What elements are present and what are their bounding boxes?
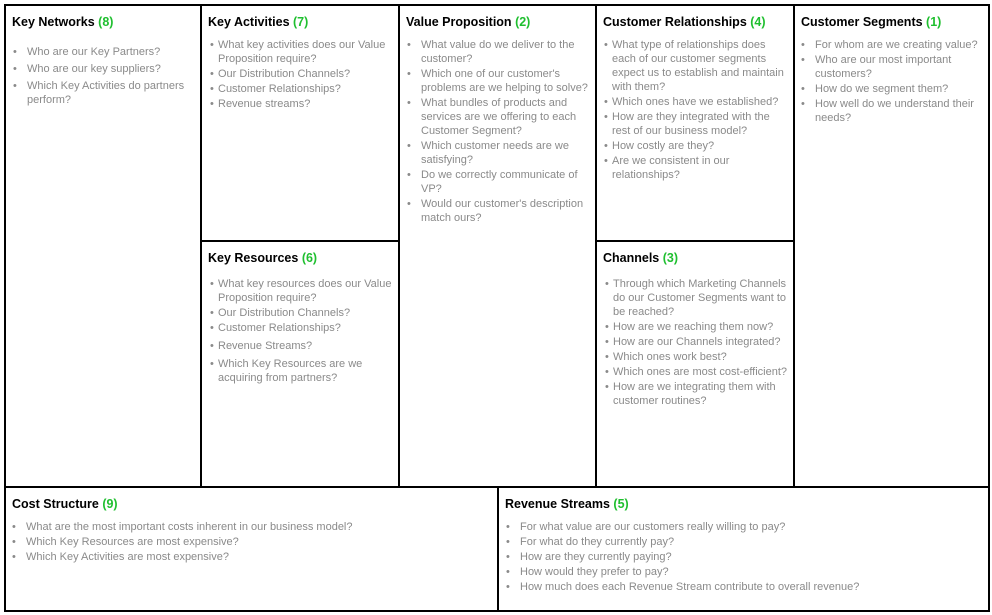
question-item: • Through which Marketing Channels do our Customer Segments want to be reached?	[605, 277, 789, 319]
block-title-text: Channels	[603, 251, 660, 265]
question-item: • Which Key Activities do partners perform?	[13, 79, 196, 107]
question-list	[210, 277, 394, 385]
block-title	[202, 6, 398, 29]
question-list	[13, 45, 196, 107]
block-number: (2)	[515, 15, 531, 29]
block-title-text: Key Resources	[208, 251, 299, 265]
question-item: • Which Key Activities are most expensive?	[12, 550, 493, 564]
question-item: • Our Distribution Channels?	[210, 67, 394, 81]
revenue-streams-block	[497, 486, 990, 612]
question-item: • Revenue Streams?	[210, 339, 394, 353]
customer-segments-block	[793, 4, 990, 488]
question-list	[506, 520, 984, 594]
question-list	[801, 38, 984, 125]
block-number: (1)	[926, 15, 942, 29]
question-item: • How do we segment them?	[801, 82, 984, 96]
block-title	[6, 488, 497, 511]
question-item: • Who are our key suppliers?	[13, 62, 196, 76]
question-list	[12, 520, 493, 564]
question-item: • Revenue streams?	[210, 97, 394, 111]
key-resources-block	[200, 240, 400, 488]
question-item: • For whom are we creating value?	[801, 38, 984, 52]
question-item: • Are we consistent in our relationships?	[604, 154, 789, 182]
block-title-text: Revenue Streams	[505, 497, 610, 511]
question-item: • Which one of our customer's problems are we helping to solve?	[407, 67, 591, 95]
block-title	[795, 6, 988, 29]
block-number: (4)	[750, 15, 766, 29]
question-item: • How are we reaching them now?	[605, 320, 789, 334]
question-item: • How well do we understand their needs?	[801, 97, 984, 125]
question-item: • Which Key Resources are most expensive?	[12, 535, 493, 549]
question-item: • What key activities does our Value Proposition require?	[210, 38, 394, 66]
question-item: • How are our Channels integrated?	[605, 335, 789, 349]
question-item: • How are they integrated with the rest of our business model?	[604, 110, 789, 138]
block-title	[202, 242, 398, 265]
question-item: • What key resources does our Value Proposition require?	[210, 277, 394, 305]
block-title-text: Value Proposition	[406, 15, 512, 29]
block-title	[400, 6, 595, 29]
block-number: (5)	[613, 497, 629, 511]
question-item: • What are the most important costs inherent in our business model?	[12, 520, 493, 534]
question-item: • How costly are they?	[604, 139, 789, 153]
question-list	[604, 38, 789, 182]
block-number: (3)	[662, 251, 679, 265]
question-item: • How are they currently paying?	[506, 550, 984, 564]
block-title	[6, 6, 200, 29]
question-item: • How are we integrating them with customer routines?	[605, 380, 789, 408]
channels-block	[595, 240, 795, 488]
question-item: • Who are our Key Partners?	[13, 45, 196, 59]
customer-relationships-block	[595, 4, 795, 242]
question-item: • How much does each Revenue Stream contribute to overall revenue?	[506, 580, 984, 594]
block-title-text: Customer Relationships	[603, 15, 747, 29]
question-item: • Customer Relationships?	[210, 321, 394, 335]
question-item: • Our Distribution Channels?	[210, 306, 394, 320]
question-list	[605, 277, 789, 408]
question-item: • For what value are our customers really willing to pay?	[506, 520, 984, 534]
key-networks-block	[4, 4, 202, 488]
block-number: (6)	[301, 251, 318, 265]
question-list	[210, 38, 394, 111]
question-item: • Which ones are most cost-efficient?	[605, 365, 789, 379]
block-number: (8)	[98, 15, 114, 29]
block-number: (9)	[102, 497, 118, 511]
question-item: • Which Key Resources are we acquiring from partners?	[210, 357, 394, 385]
block-title	[597, 242, 793, 265]
question-item: • How would they prefer to pay?	[506, 565, 984, 579]
block-title-text: Key Activities	[208, 15, 290, 29]
question-item: • Which ones work best?	[605, 350, 789, 364]
block-title	[499, 488, 988, 511]
block-title	[597, 6, 793, 29]
question-item: • Who are our most important customers?	[801, 53, 984, 81]
key-activities-block	[200, 4, 400, 242]
question-item: • Which customer needs are we satisfying?	[407, 139, 591, 167]
question-item: • What value do we deliver to the customer?	[407, 38, 591, 66]
cost-structure-block	[4, 486, 499, 612]
question-item: • What bundles of products and services are we offering to each Customer Segment?	[407, 96, 591, 138]
question-item: • What type of relationships does each of our customer segments expect us to establish and maintain with them?	[604, 38, 789, 94]
question-list	[407, 38, 591, 225]
question-item: • Which ones have we established?	[604, 95, 789, 109]
block-title-text: Customer Segments	[801, 15, 923, 29]
question-item: • For what do they currently pay?	[506, 535, 984, 549]
block-title-text: Key Networks	[12, 15, 95, 29]
question-item: • Customer Relationships?	[210, 82, 394, 96]
question-item: • Do we correctly communicate of VP?	[407, 168, 591, 196]
block-title-text: Cost Structure	[12, 497, 99, 511]
question-item: • Would our customer's description match ours?	[407, 197, 591, 225]
value-proposition-block	[398, 4, 597, 488]
block-number: (7)	[293, 15, 309, 29]
